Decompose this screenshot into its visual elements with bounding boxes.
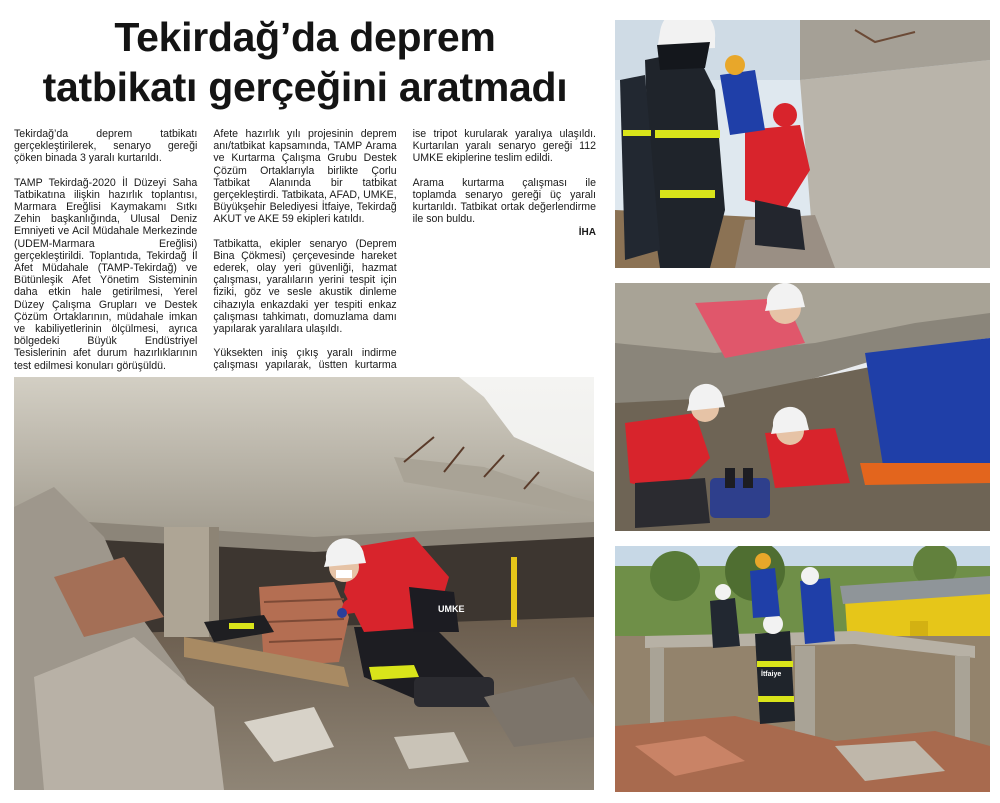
article-paragraph: Tatbikatta, ekipler senaryo (Deprem Bina Çökmesi) çerçevesinde hareket ederek, olay yeri güvenliği, hazmat çalışması, yaralıların yerini tespit için fiziki, göz ve sesle akustik dinleme cihazıyla enkazdaki yer tespiti enkaz çalışması tahkimatı, domuzlama damı yapılarak yaralılara ulaşıldı. (213, 237, 397, 336)
umke-vest-text: UMKE (438, 604, 465, 614)
article-paragraph: Yüksekten iniş çıkış yaralı indirme çalışması yapılarak, üstten kurtarma ise tripot kurularak yaralıya ulaşıldı. Kurtarılan yaralı senaryo gereği 112 UMKE ekiplerine teslim edildi. (213, 128, 596, 372)
article-body (14, 128, 596, 373)
headline-line-1: Tekirdağ’da deprem (114, 14, 496, 60)
headline-line-2: tatbikatı gerçeğini aratmadı (42, 64, 568, 110)
photo-rescuers-under-slab (615, 283, 990, 531)
article-paragraph: Afete hazırlık yılı projesinin deprem anı/tatbikat kapsamında, TAMP Arama ve Kurtarma Çalışma Grubu Destek Çözüm Ortaklarıyla birlikte Çorlu Tatbikat Alanında bir tatbikat gerçekleştirdi. Tatbikata, AFAD, UMKE, Büyükşehir Belediyesi İtfaiye, Tekirdağ AKUT ve AKE 59 ekipleri katıldı. (213, 128, 397, 226)
main-photo-rescuer-under-slab (14, 377, 594, 790)
itfaiye-vest-text: İtfaiye (761, 671, 782, 678)
photo-firefighters-at-wall (615, 20, 990, 268)
photo-team-on-rubble-structure (615, 546, 990, 792)
headline (10, 12, 600, 112)
news-agency-credit: İHA (578, 227, 596, 239)
article-paragraph: Arama kurtarma çalışması ile toplamda senaryo gereği üç yaralı kurtarıldı. Tatbikat ortak değerlendirme ile son buldu. (412, 176, 596, 226)
article-paragraph: TAMP Tekirdağ-2020 İl Düzeyi Saha Tatbikatına ilişkin hazırlık toplantısı, Marmara Ereğlisi Kaymakamı Sıtkı Zehin başkanlığında, Ulusal Deniz Emniyeti ve Acil Müdahale Merkezinde (UDEM-Marmara Ereğlisi) gerçekleştirildi. Toplantıda, Tekirdağ İl Afet Müdahale (TAMP-Tekirdağ) ve Bütünleşik Afet Yönetim Sisteminin daha etkin hale getirilmesi, Yerel Düzey Çalışma Grupları ve Destek Çözüm Ortaklarının, müdahale imkan ve kabiliyetlerinin ölçülmesi, ayrıca bölgedeki Büyük Endüstriyel Tesislerinin afet durum hazırlıklarının test edilmesi konuları görüşüldü. (14, 176, 198, 372)
article-paragraph: Tekirdağ’da deprem tatbikatı gerçekleştirilerek, senaryo gereği çöken binada 3 yaralı kurtarıldı. (14, 128, 198, 165)
